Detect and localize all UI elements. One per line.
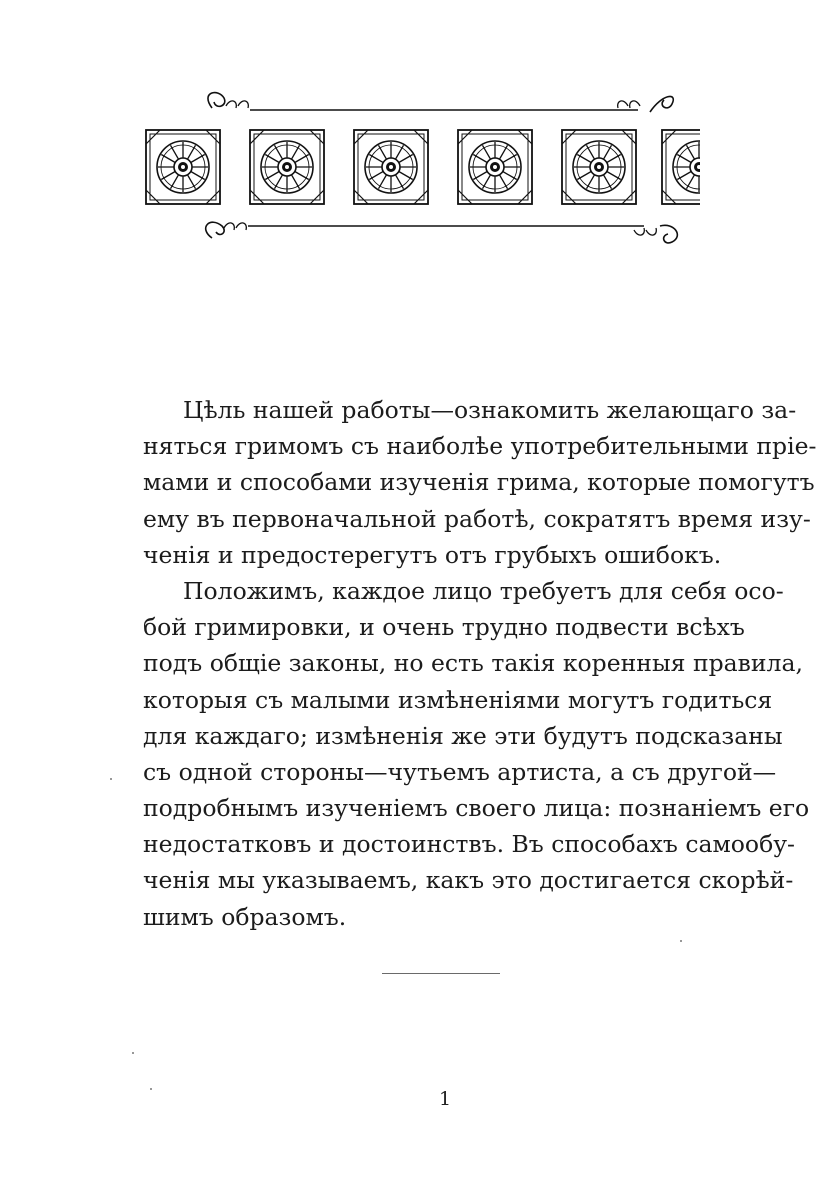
scan-speck (132, 1052, 134, 1054)
rosette-band (140, 88, 700, 258)
text-line: подъ общіе законы, но есть такія коренныя правила, (143, 649, 803, 678)
text-line: ченія мы указываемъ, какъ это достигается скорѣй- (143, 866, 794, 895)
scan-speck (680, 940, 682, 942)
text-line: бой гримировки, и очень трудно подвести всѣхъ (143, 613, 745, 642)
text-line: подробнымъ изученіемъ своего лица: познаніемъ его (143, 794, 810, 823)
section-divider (382, 973, 500, 974)
body-text (143, 392, 817, 935)
page-number: 1 (438, 1088, 452, 1110)
scan-speck (110, 778, 112, 780)
text-line: для каждаго; измѣненія же эти будутъ подсказаны (143, 721, 783, 750)
text-line: мами и способами изученія грима, которые помогутъ (143, 468, 815, 497)
scan-speck (150, 1088, 152, 1090)
text-line: шимъ образомъ. (143, 902, 347, 931)
paragraph-2 (143, 573, 810, 935)
paragraph-1 (143, 392, 817, 573)
text-line: ченія и предостерегутъ отъ грубыхъ ошибокъ. (143, 540, 722, 569)
text-line: Положимъ, каждое лицо требуетъ для себя осо- (183, 576, 784, 605)
text-line: няться гримомъ съ наиболѣе употребительными пріе- (143, 432, 817, 461)
text-line: которыя съ малыми измѣненіями могутъ годиться (143, 685, 773, 714)
header-ornament (140, 88, 700, 258)
text-line: съ одной стороны—чутьемъ артиста, а съ другой— (143, 757, 777, 786)
text-line: ему въ первоначальной работѣ, сократятъ время изу- (143, 504, 811, 533)
text-line: недостатковъ и достоинствъ. Въ способахъ самообу- (143, 830, 795, 859)
text-line: Цѣль нашей работы—ознакомить желающаго за- (183, 396, 797, 424)
